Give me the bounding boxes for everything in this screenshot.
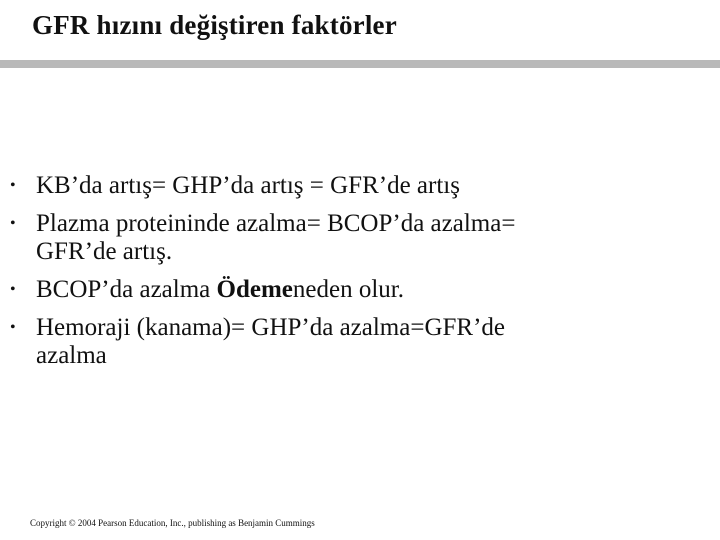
bullet-text: Plazma proteininde azalma= BCOP’da azalma=: [36, 210, 516, 237]
bullet-text-after: neden olur.: [292, 276, 404, 303]
bullet-dot: •: [10, 281, 16, 298]
bullet-text: BCOP’da azalma: [36, 276, 217, 303]
bullet-list: [10, 172, 700, 380]
bullet-text-continued: azalma: [36, 342, 107, 369]
bullet-item: [10, 276, 700, 304]
bullet-text: Hemoraji (kanama)= GHP’da azalma=GFR’de: [36, 314, 506, 341]
bullet-item: [10, 210, 700, 266]
bullet-dot: •: [10, 319, 16, 336]
bullet-dot: •: [10, 177, 16, 194]
bullet-item: [10, 172, 700, 200]
bullet-bold-term: Ödeme: [216, 276, 293, 303]
bullet-text: KB’da artış= GHP’da artış = GFR’de artış: [36, 172, 460, 199]
bullet-item: [10, 314, 700, 370]
slide-title: GFR hızını değiştiren faktörler: [32, 10, 397, 40]
copyright-footer: Copyright © 2004 Pearson Education, Inc., publishing as Benjamin Cummings: [30, 518, 315, 528]
title-divider: [0, 60, 720, 68]
bullet-text-continued: GFR’de artış.: [36, 238, 173, 265]
bullet-dot: •: [10, 215, 16, 232]
